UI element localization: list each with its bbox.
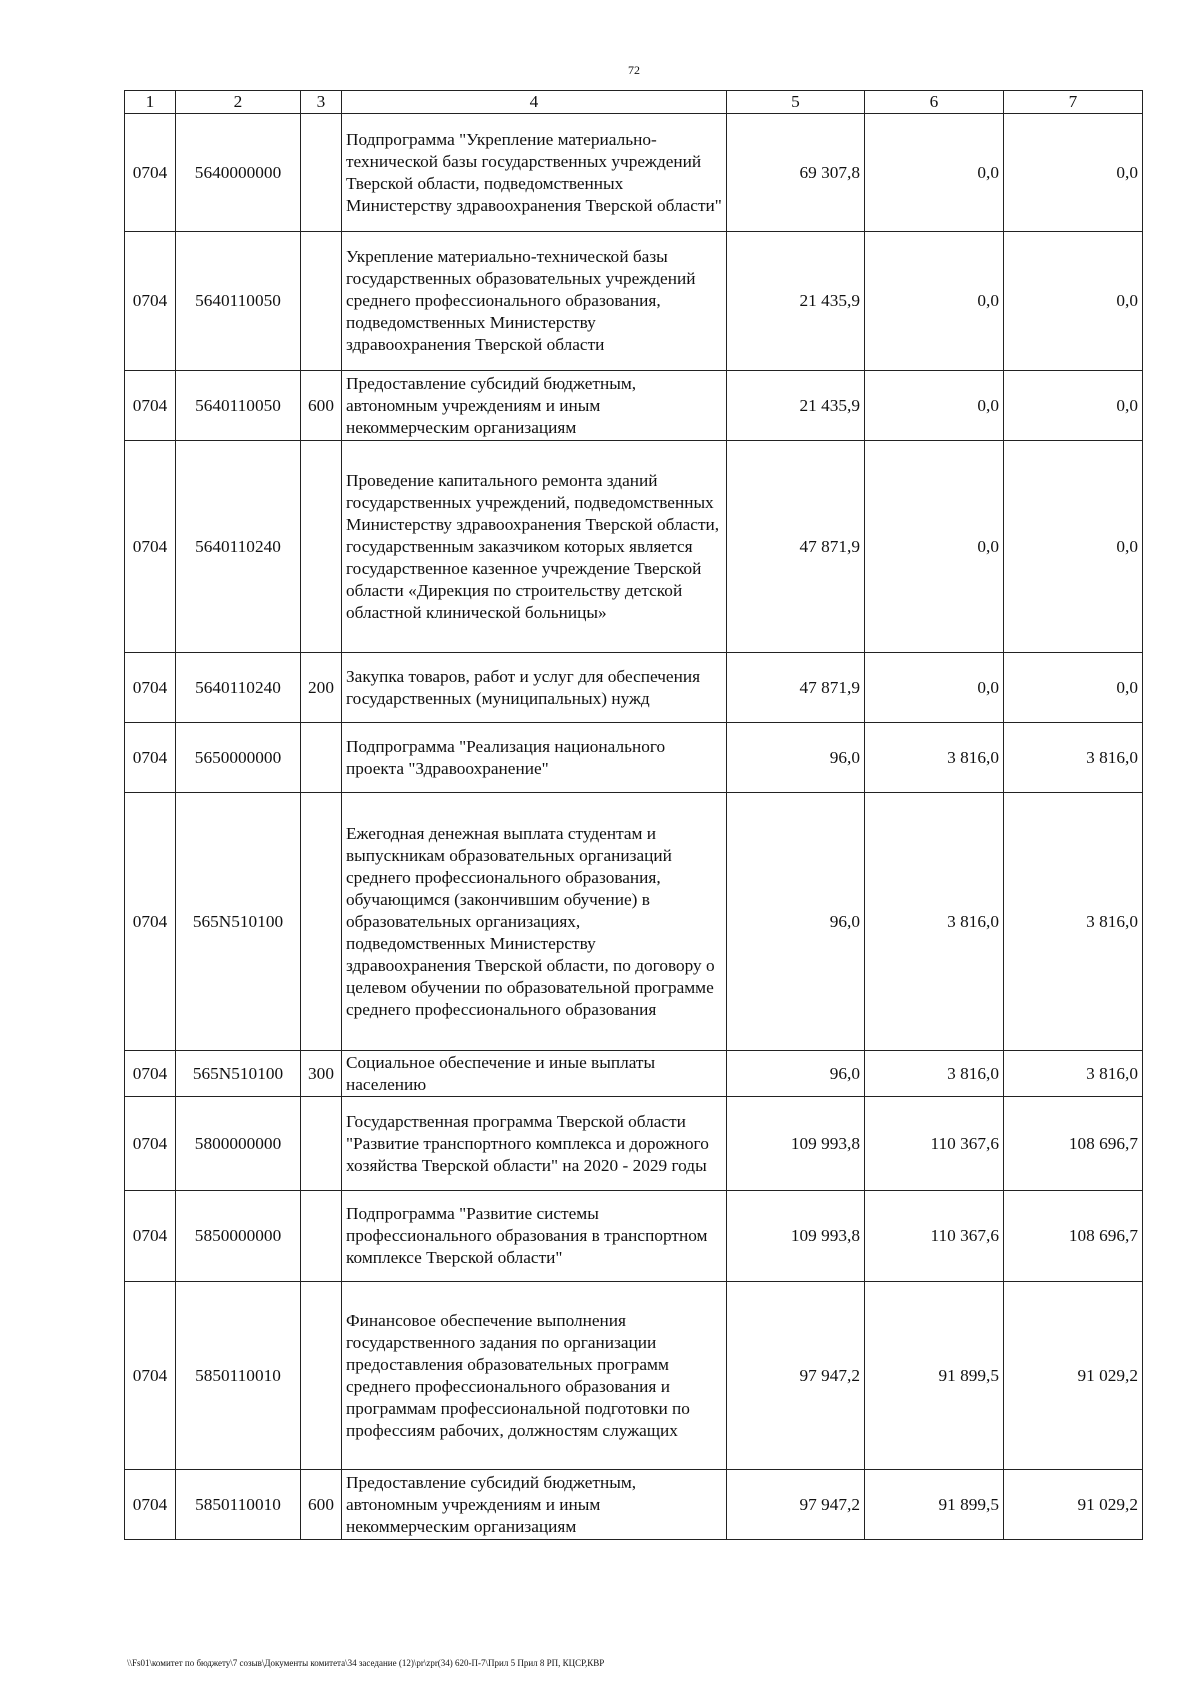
column-header: 7	[1004, 91, 1143, 114]
section-code: 0704	[125, 1191, 176, 1282]
section-code: 0704	[125, 441, 176, 653]
table-row	[125, 1282, 1143, 1470]
target-article-code: 565N510100	[176, 793, 301, 1051]
item-description: Подпрограмма "Укрепление материально-технической базы государственных учреждений Тверской области, подведомственных Министерству здравоохранения Тверской области"	[342, 114, 727, 232]
table-row	[125, 793, 1143, 1051]
table-row	[125, 232, 1143, 371]
table-row	[125, 1051, 1143, 1097]
column-header: 1	[125, 91, 176, 114]
target-article-code: 5640110240	[176, 653, 301, 723]
amount-col6: 0,0	[865, 371, 1004, 441]
table-header-row	[125, 91, 1143, 114]
expense-type-code	[301, 1097, 342, 1191]
amount-col5: 47 871,9	[727, 653, 865, 723]
column-header: 2	[176, 91, 301, 114]
section-code: 0704	[125, 1051, 176, 1097]
target-article-code: 5640000000	[176, 114, 301, 232]
section-code: 0704	[125, 653, 176, 723]
amount-col7: 0,0	[1004, 441, 1143, 653]
section-code: 0704	[125, 114, 176, 232]
section-code: 0704	[125, 723, 176, 793]
page-number: 72	[628, 63, 640, 77]
item-description: Подпрограмма "Развитие системы профессионального образования в транспортном комплексе Тверской области"	[342, 1191, 727, 1282]
item-description: Государственная программа Тверской области "Развитие транспортного комплекса и дорожного хозяйства Тверской области" на 2020 - 2029 годы	[342, 1097, 727, 1191]
target-article-code: 5850000000	[176, 1191, 301, 1282]
amount-col6: 91 899,5	[865, 1470, 1004, 1540]
item-description: Закупка товаров, работ и услуг для обеспечения государственных (муниципальных) нужд	[342, 653, 727, 723]
target-article-code: 5640110240	[176, 441, 301, 653]
section-code: 0704	[125, 232, 176, 371]
expense-type-code: 300	[301, 1051, 342, 1097]
amount-col5: 109 993,8	[727, 1097, 865, 1191]
item-description: Предоставление субсидий бюджетным, автономным учреждениям и иным некоммерческим организациям	[342, 1470, 727, 1540]
amount-col6: 110 367,6	[865, 1191, 1004, 1282]
amount-col5: 69 307,8	[727, 114, 865, 232]
column-header: 3	[301, 91, 342, 114]
file-path-footer: \\Fs01\комитет по бюджету\7 созыв\Документы комитета\34 заседание (12)\pr\zpr(34) 620-П-7\Прил 5 Прил 8 РП, КЦСР,КВР	[127, 1658, 605, 1668]
expense-type-code: 600	[301, 1470, 342, 1540]
column-header: 4	[342, 91, 727, 114]
item-description: Финансовое обеспечение выполнения государственного задания по организации предоставления образовательных программ среднего профессионального образования и программам профессиональной подготовки по профессиям рабочих, должностям служащих	[342, 1282, 727, 1470]
item-description: Подпрограмма "Реализация национального проекта "Здравоохранение"	[342, 723, 727, 793]
target-article-code: 5650000000	[176, 723, 301, 793]
item-description: Проведение капитального ремонта зданий государственных учреждений, подведомственных Министерству здравоохранения Тверской области, государственным заказчиком которых является государственное казенное учреждение Тверской области «Дирекция по строительству детской областной клинической больницы»	[342, 441, 727, 653]
expense-type-code	[301, 1282, 342, 1470]
target-article-code: 5640110050	[176, 371, 301, 441]
amount-col6: 0,0	[865, 232, 1004, 371]
budget-table	[124, 90, 1143, 1540]
item-description: Социальное обеспечение и иные выплаты населению	[342, 1051, 727, 1097]
column-header: 5	[727, 91, 865, 114]
item-description: Предоставление субсидий бюджетным, автономным учреждениям и иным некоммерческим организациям	[342, 371, 727, 441]
amount-col5: 109 993,8	[727, 1191, 865, 1282]
amount-col7: 0,0	[1004, 653, 1143, 723]
amount-col7: 91 029,2	[1004, 1470, 1143, 1540]
amount-col7: 3 816,0	[1004, 793, 1143, 1051]
table-row	[125, 653, 1143, 723]
target-article-code: 5850110010	[176, 1470, 301, 1540]
amount-col5: 21 435,9	[727, 371, 865, 441]
amount-col6: 3 816,0	[865, 793, 1004, 1051]
table-row	[125, 1470, 1143, 1540]
amount-col7: 0,0	[1004, 114, 1143, 232]
amount-col7: 3 816,0	[1004, 723, 1143, 793]
amount-col5: 97 947,2	[727, 1282, 865, 1470]
amount-col5: 96,0	[727, 723, 865, 793]
expense-type-code: 600	[301, 371, 342, 441]
amount-col7: 0,0	[1004, 371, 1143, 441]
amount-col6: 110 367,6	[865, 1097, 1004, 1191]
expense-type-code	[301, 232, 342, 371]
amount-col5: 47 871,9	[727, 441, 865, 653]
amount-col5: 96,0	[727, 1051, 865, 1097]
amount-col6: 3 816,0	[865, 723, 1004, 793]
amount-col5: 21 435,9	[727, 232, 865, 371]
target-article-code: 5850110010	[176, 1282, 301, 1470]
table-row	[125, 441, 1143, 653]
target-article-code: 5800000000	[176, 1097, 301, 1191]
column-header: 6	[865, 91, 1004, 114]
expense-type-code: 200	[301, 653, 342, 723]
amount-col5: 97 947,2	[727, 1470, 865, 1540]
amount-col5: 96,0	[727, 793, 865, 1051]
table-row	[125, 114, 1143, 232]
amount-col7: 91 029,2	[1004, 1282, 1143, 1470]
expense-type-code	[301, 723, 342, 793]
amount-col7: 0,0	[1004, 232, 1143, 371]
amount-col6: 0,0	[865, 653, 1004, 723]
table-row	[125, 723, 1143, 793]
expense-type-code	[301, 793, 342, 1051]
expense-type-code	[301, 441, 342, 653]
expense-type-code	[301, 1191, 342, 1282]
amount-col7: 3 816,0	[1004, 1051, 1143, 1097]
table-row	[125, 371, 1143, 441]
section-code: 0704	[125, 1282, 176, 1470]
amount-col6: 0,0	[865, 441, 1004, 653]
amount-col6: 91 899,5	[865, 1282, 1004, 1470]
target-article-code: 565N510100	[176, 1051, 301, 1097]
section-code: 0704	[125, 1470, 176, 1540]
amount-col7: 108 696,7	[1004, 1097, 1143, 1191]
item-description: Укрепление материально-технической базы государственных образовательных учреждений среднего профессионального образования, подведомственных Министерству здравоохранения Тверской области	[342, 232, 727, 371]
amount-col7: 108 696,7	[1004, 1191, 1143, 1282]
amount-col6: 0,0	[865, 114, 1004, 232]
section-code: 0704	[125, 1097, 176, 1191]
target-article-code: 5640110050	[176, 232, 301, 371]
amount-col6: 3 816,0	[865, 1051, 1004, 1097]
section-code: 0704	[125, 793, 176, 1051]
item-description: Ежегодная денежная выплата студентам и выпускникам образовательных организаций среднего профессионального образования, обучающимся (закончившим обучение) в образовательных организациях, подведомственных Министерству здравоохранения Тверской области, по договору о целевом обучении по образовательной программе среднего профессионального образования	[342, 793, 727, 1051]
section-code: 0704	[125, 371, 176, 441]
expense-type-code	[301, 114, 342, 232]
table-row	[125, 1191, 1143, 1282]
table-row	[125, 1097, 1143, 1191]
